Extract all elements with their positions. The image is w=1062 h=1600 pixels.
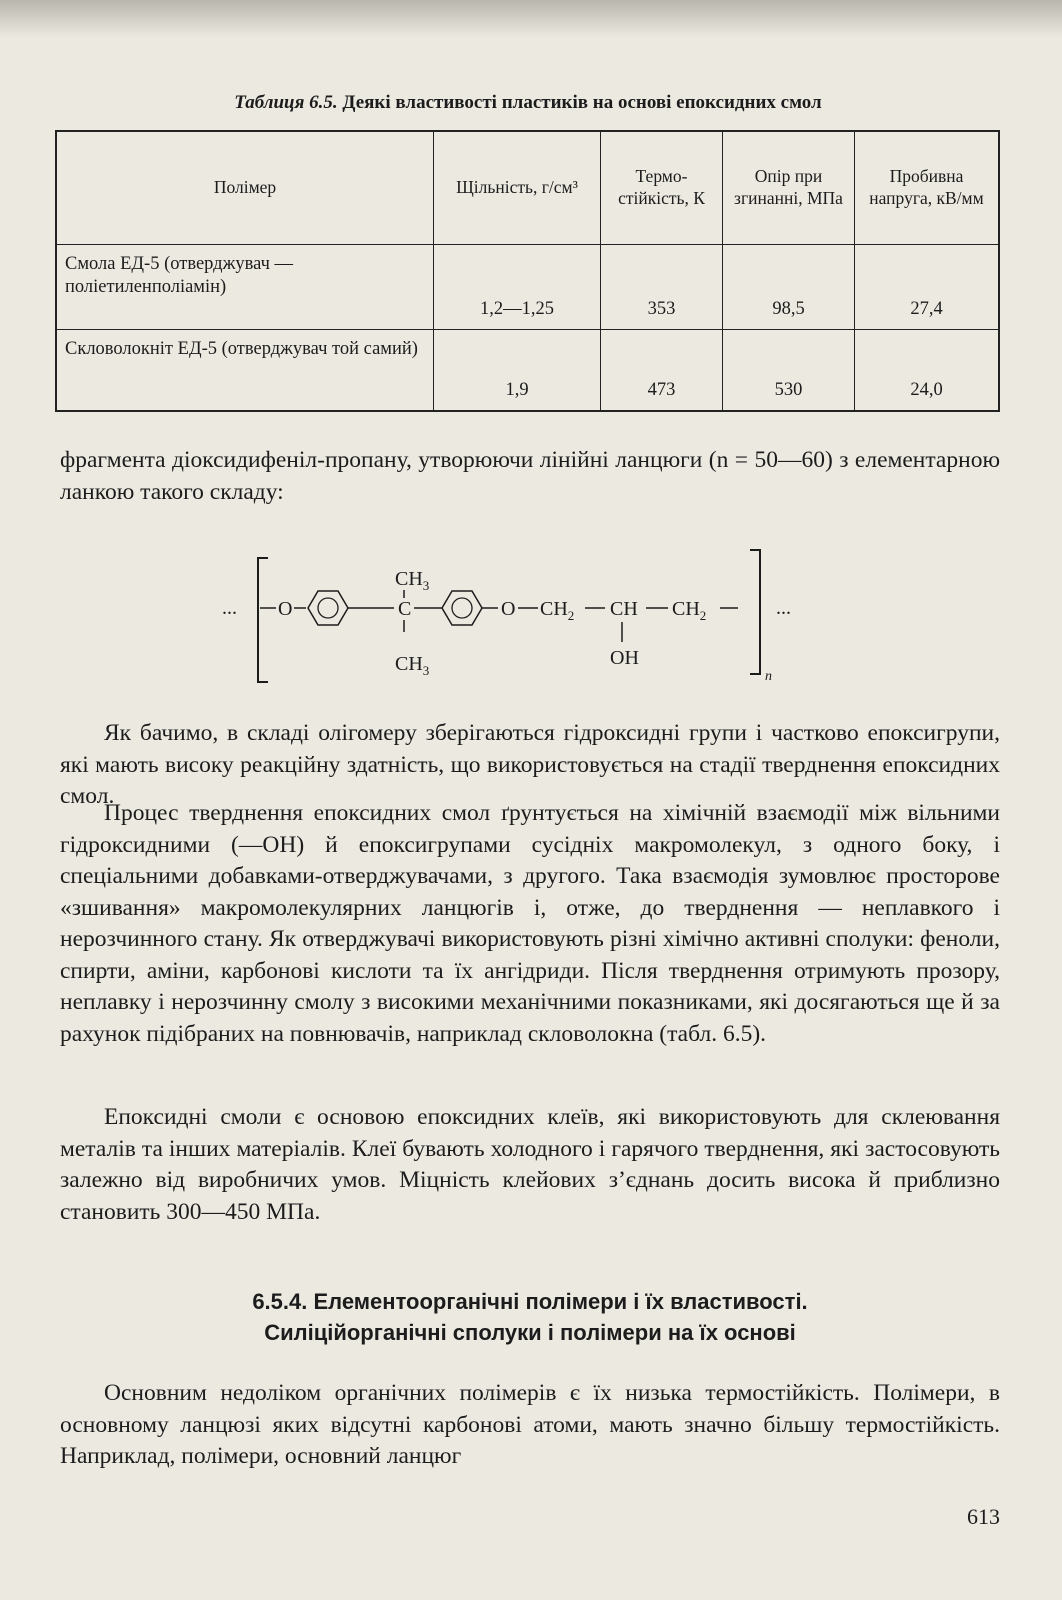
table-header-row <box>56 131 999 245</box>
header-polymer: Полімер <box>56 131 434 245</box>
cell-polymer: Смола ЕД-5 (отверджувач — поліетиленполіамін) <box>56 245 434 330</box>
methylene-group-1: $CH_2$ <box>540 598 575 623</box>
section-heading-line-1: 6.5.4. Елементоорганічні полімери і їх властивості. <box>252 1289 808 1314</box>
benzene-ring-1 <box>308 591 348 625</box>
scan-shadow <box>0 0 1062 38</box>
methyl-top: $CH_3$ <box>395 568 430 593</box>
intro-paragraph: фрагмента діоксидифеніл-пропану, утворюючи лінійні ланцюги (n = 50—60) з елементарною ланкою такого складу: <box>60 447 1000 505</box>
header-heat-resistance: Термо-стійкість, К <box>601 131 723 245</box>
header-bending-strength: Опір при згинанні, МПа <box>723 131 855 245</box>
carbon-atom: C <box>398 598 412 620</box>
formula-dots-left: ... <box>222 597 237 619</box>
header-breakdown-voltage: Пробивна напруга, кВ/мм <box>855 131 1000 245</box>
cell-bending-strength: 530 <box>723 330 855 412</box>
paragraph: Як бачимо, в складі олігомеру зберігаються гідроксидні групи і частково епоксигрупи, які мають високу реакційну здатність, що використовується на стадії тверднення епоксидних смол. <box>60 720 1000 809</box>
cell-bending-strength: 98,5 <box>723 245 855 330</box>
cell-polymer: Скловолокніт ЕД-5 (отверджувач той самий) <box>56 330 434 412</box>
repeat-index-n: n <box>765 669 772 684</box>
oxygen-atom-1: O <box>278 598 293 620</box>
cell-heat-resistance: 353 <box>601 245 723 330</box>
cell-density: 1,9 <box>434 330 601 412</box>
formula-dots-right: ... <box>776 597 791 619</box>
cell-breakdown-voltage: 24,0 <box>855 330 1000 412</box>
paragraph: Епоксидні смоли є основою епоксидних клеїв, які використовують для склеювання металів та інших матеріалів. Клеї бувають холодного і гарячого тверднення, які застосовують залежно від виробничих умов. Міцність клейових з’єднань досить висока й приблизно становить 300—450 МПа. <box>60 1104 1000 1225</box>
methyl-bottom: $CH_3$ <box>395 653 430 678</box>
paragraph: Основним недоліком органічних полімерів є їх низька термостійкість. Полімери, в основному ланцюзі яких відсутні карбонові атоми, мають значно більшу термостійкість. Наприклад, полімери, основний ланцюг <box>60 1380 1000 1469</box>
ch-group: CH <box>610 598 638 620</box>
section-heading-line-2: Силіційорганічні сполуки і полімери на їх основі <box>264 1320 796 1345</box>
page-number: 613 <box>967 1504 1000 1529</box>
properties-table <box>55 130 1000 412</box>
table-row <box>56 245 999 330</box>
header-density: Щільність, г/см³ <box>434 131 601 245</box>
table-caption <box>58 92 998 114</box>
table-row <box>56 330 999 412</box>
oxygen-atom-2: O <box>501 598 516 620</box>
cell-breakdown-voltage: 27,4 <box>855 245 1000 330</box>
table-caption-text: Деякі властивості пластиків на основі епоксидних смол <box>342 92 822 113</box>
benzene-ring-2 <box>442 591 482 625</box>
hydroxyl-group: OH <box>610 647 639 669</box>
table-caption-label: Таблиця 6.5. <box>234 92 338 113</box>
paragraph: Процес тверднення епоксидних смол ґрунтується на хімічній взаємодії між вільними гідроксидними (—OH) й епоксигрупами сусідніх макромолекул, з одного боку, і спеціальними добавками-отверджувачами, з другого. Така взаємодія зумовлює просторове «зшивання» макромолекулярних ланцюгів і, отже, до тверднення — неплавкого і нерозчинного стану. Як отверджувачі використовують різні хімічно активні сполуки: феноли, спирти, аміни, карбонові кислоти та їх ангідриди. Після тверднення отримують прозору, неплавку і нерозчинну смолу з високими механічними показниками, які досягаються ще й за рахунок підібраних на повнювачів, наприклад скловолокна (табл. 6.5). <box>60 800 1000 1047</box>
cell-heat-resistance: 473 <box>601 330 723 412</box>
methylene-group-2: $CH_2$ <box>672 598 707 623</box>
cell-density: 1,2—1,25 <box>434 245 601 330</box>
structural-formula <box>220 540 860 700</box>
section-heading <box>60 1286 1000 1348</box>
right-bracket <box>750 550 760 674</box>
left-bracket <box>258 558 268 682</box>
